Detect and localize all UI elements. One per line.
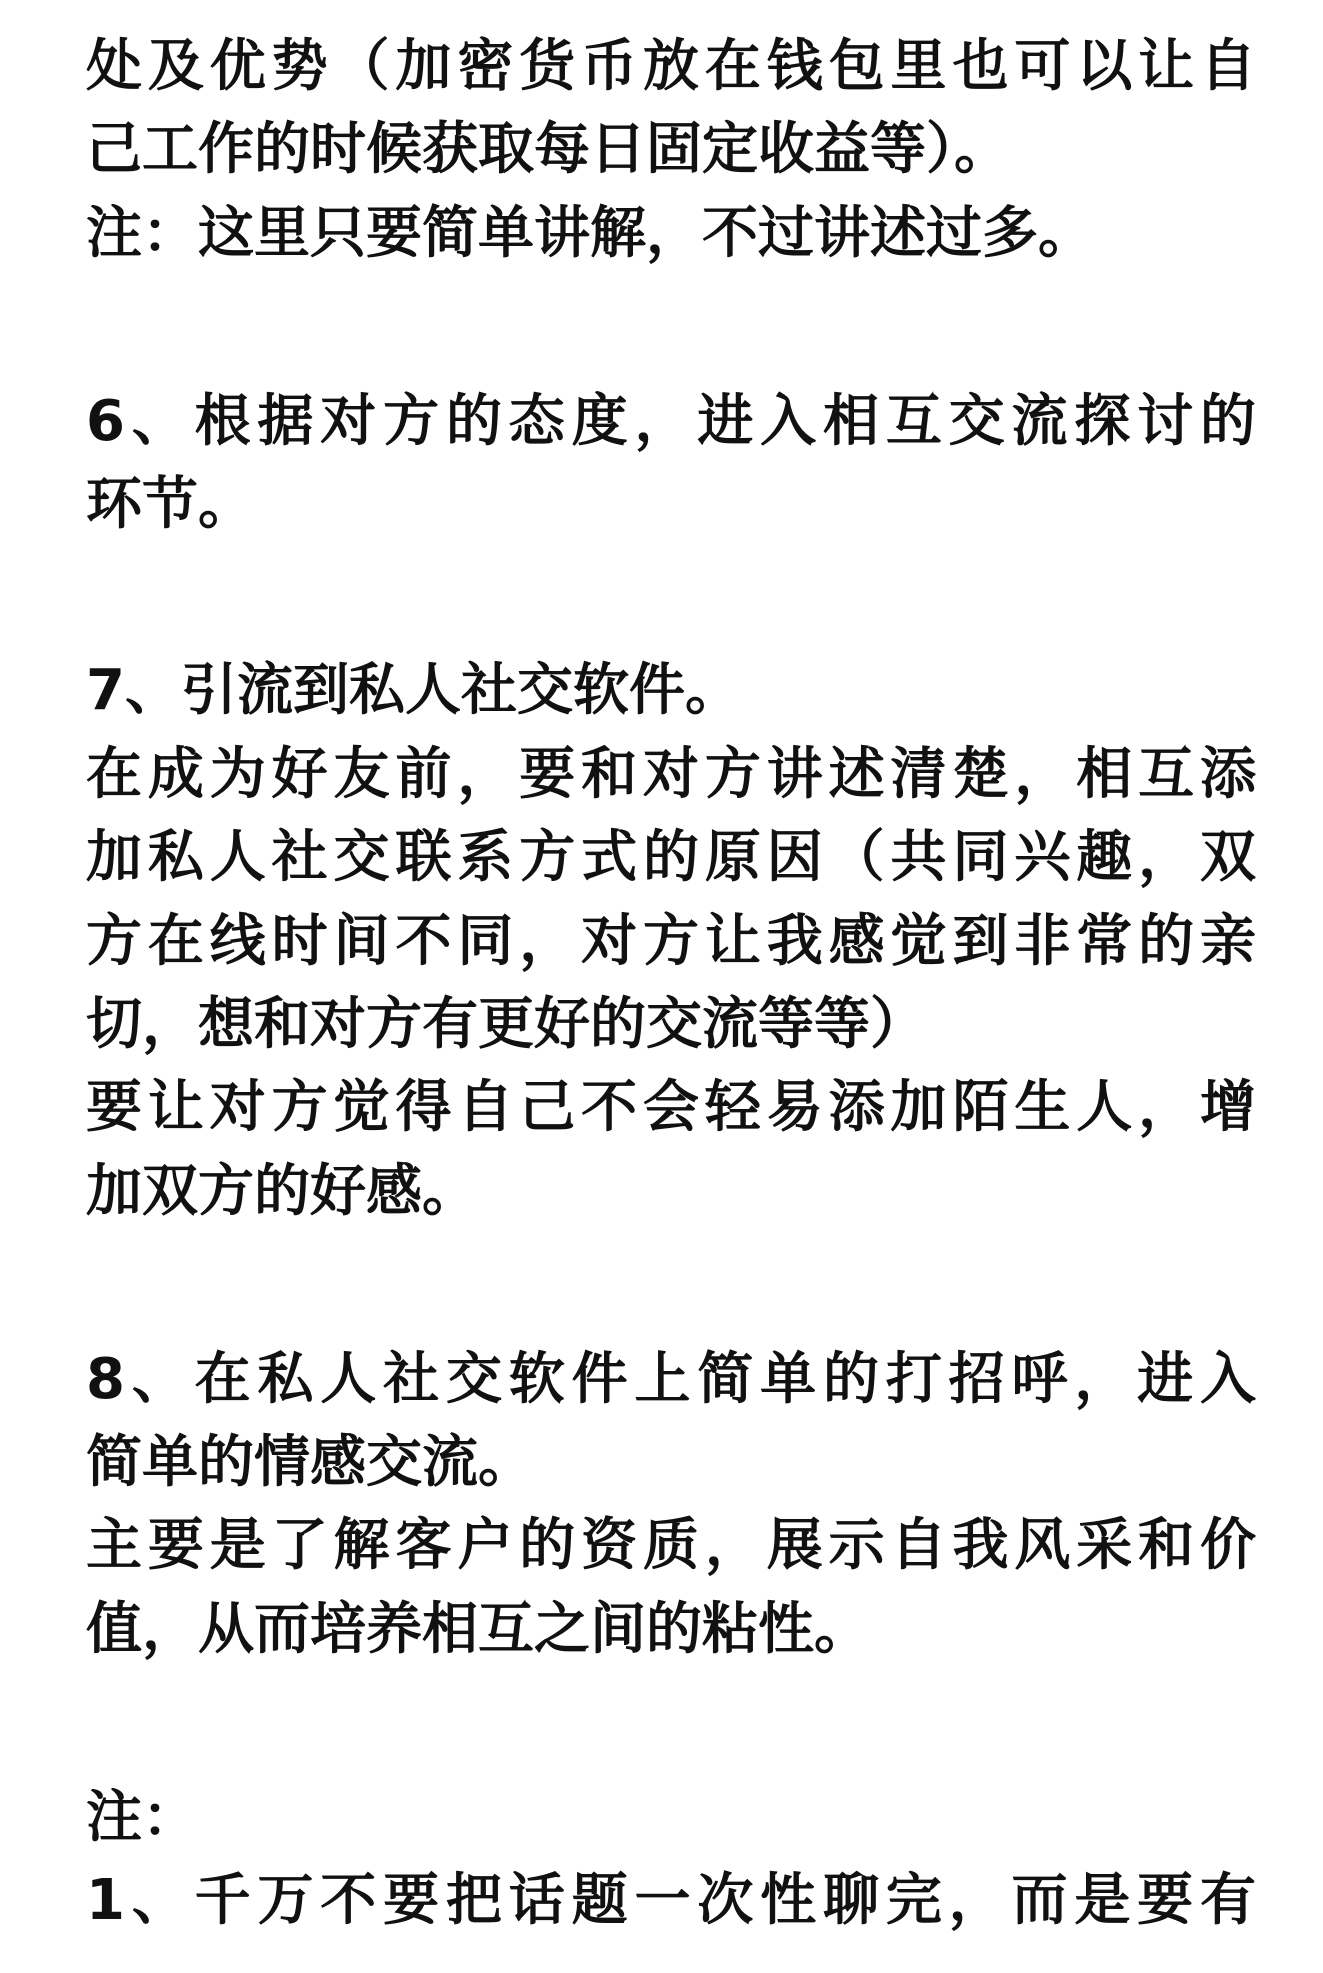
- text-line: 要让对方觉得自己不会轻易添加陌生人，增: [86, 1075, 1256, 1140]
- text-line: 1、千万不要把话题一次性聊完，而是要有: [86, 1868, 1256, 1933]
- section-heading: 8、在私人社交软件上简单的打招呼，进入: [86, 1347, 1256, 1412]
- note-label: 注：: [86, 1785, 198, 1850]
- section-heading: 6、根据对方的态度，进入相互交流探讨的: [86, 389, 1256, 454]
- section-heading: 简单的情感交流。: [86, 1430, 534, 1495]
- text-line: 加双方的好感。: [86, 1159, 478, 1224]
- text-line: 注：这里只要简单讲解，不过讲述过多。: [86, 201, 1094, 266]
- text-line: 处及优势（加密货币放在钱包里也可以让自: [86, 34, 1256, 99]
- section-heading: 7、引流到私人社交软件。: [86, 658, 741, 723]
- section-heading: 环节。: [86, 472, 254, 537]
- text-line: 主要是了解客户的资质，展示自我风采和价: [86, 1513, 1256, 1578]
- text-line: 切，想和对方有更好的交流等等）: [86, 992, 926, 1057]
- text-line: 值，从而培养相互之间的粘性。: [86, 1597, 870, 1662]
- text-line: 己工作的时候获取每日固定收益等）。: [86, 117, 1010, 182]
- text-line: 加私人社交联系方式的原因（共同兴趣，双: [86, 825, 1256, 890]
- text-line: 在成为好友前，要和对方讲述清楚，相互添: [86, 742, 1256, 807]
- text-line: 方在线时间不同，对方让我感觉到非常的亲: [86, 909, 1256, 974]
